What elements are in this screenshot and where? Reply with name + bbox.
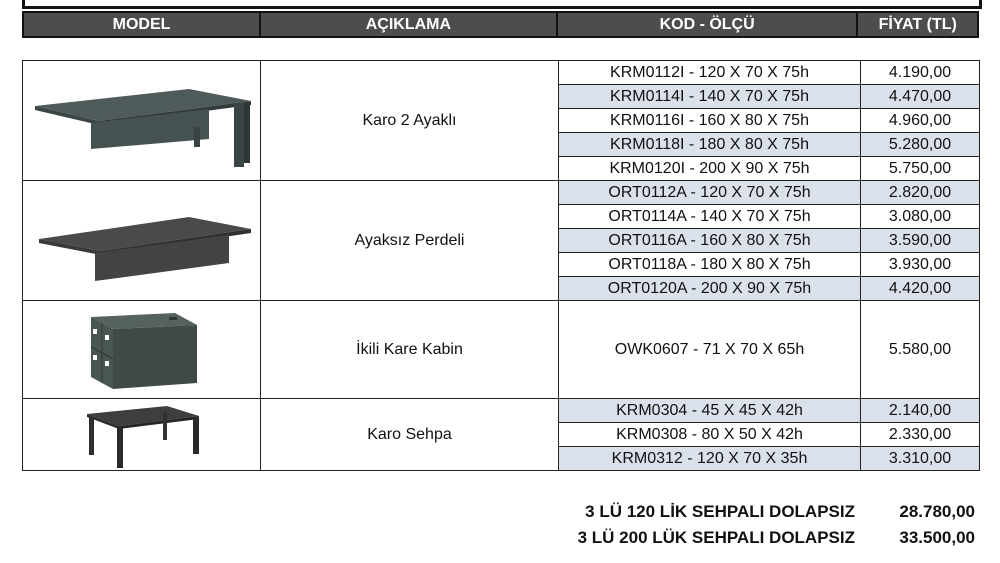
price-cell: 5.280,00 — [861, 133, 980, 157]
cabinet-icon — [29, 303, 255, 397]
price-cell: 4.420,00 — [861, 277, 980, 301]
price-cell: 3.590,00 — [861, 229, 980, 253]
summary-row — [560, 502, 980, 522]
code-cell: KRM0116I - 160 X 80 X 75h — [559, 109, 861, 133]
code-cell: OWK0607 - 71 X 70 X 65h — [559, 301, 861, 399]
price-cell: 5.750,00 — [861, 157, 980, 181]
price-cell: 2.330,00 — [861, 423, 980, 447]
panel-desk-icon — [29, 191, 255, 291]
code-cell: KRM0114I - 140 X 70 X 75h — [559, 85, 861, 109]
model-image-cell — [23, 61, 261, 181]
summary-label: 3 LÜ 200 LÜK SEHPALI DOLAPSIZ — [577, 528, 855, 547]
price-cell: 4.960,00 — [861, 109, 980, 133]
description-cell: Karo Sehpa — [261, 399, 559, 471]
header-aciklama: AÇIKLAMA — [261, 13, 558, 36]
price-cell: 3.930,00 — [861, 253, 980, 277]
header-kod: KOD - ÖLÇÜ — [558, 13, 859, 36]
price-table — [22, 60, 980, 471]
price-cell: 3.080,00 — [861, 205, 980, 229]
top-frame — [22, 0, 982, 9]
code-cell: KRM0112I - 120 X 70 X 75h — [559, 61, 861, 85]
price-cell: 2.820,00 — [861, 181, 980, 205]
table-row — [23, 181, 980, 205]
model-image-cell — [23, 301, 261, 399]
code-cell: KRM0120I - 200 X 90 X 75h — [559, 157, 861, 181]
summary-value: 33.500,00 — [899, 528, 975, 547]
model-image-cell — [23, 399, 261, 471]
price-cell: 2.140,00 — [861, 399, 980, 423]
header-model: MODEL — [24, 13, 261, 36]
price-cell: 4.470,00 — [861, 85, 980, 109]
code-cell: KRM0312 - 120 X 70 X 35h — [559, 447, 861, 471]
description-cell: Ayaksız Perdeli — [261, 181, 559, 301]
code-cell: KRM0308 - 80 X 50 X 42h — [559, 423, 861, 447]
code-cell: ORT0114A - 140 X 70 X 75h — [559, 205, 861, 229]
code-cell: KRM0304 - 45 X 45 X 42h — [559, 399, 861, 423]
code-cell: KRM0118I - 180 X 80 X 75h — [559, 133, 861, 157]
code-cell: ORT0112A - 120 X 70 X 75h — [559, 181, 861, 205]
price-cell: 4.190,00 — [861, 61, 980, 85]
code-cell: ORT0120A - 200 X 90 X 75h — [559, 277, 861, 301]
coffee-table-icon — [29, 400, 255, 470]
summary-value: 28.780,00 — [899, 502, 975, 521]
summary-label: 3 LÜ 120 LİK SEHPALI DOLAPSIZ — [585, 502, 855, 521]
description-cell: Karo 2 Ayaklı — [261, 61, 559, 181]
table-header — [22, 11, 979, 38]
model-image-cell — [23, 181, 261, 301]
desk-with-two-legs-icon — [29, 71, 255, 171]
summary-row — [560, 528, 980, 548]
price-cell: 3.310,00 — [861, 447, 980, 471]
code-cell: ORT0118A - 180 X 80 X 75h — [559, 253, 861, 277]
description-cell: İkili Kare Kabin — [261, 301, 559, 399]
table-row — [23, 399, 980, 423]
table-row — [23, 301, 980, 399]
code-cell: ORT0116A - 160 X 80 X 75h — [559, 229, 861, 253]
table-row — [23, 61, 980, 85]
header-fiyat: FİYAT (TL) — [878, 15, 957, 33]
price-cell: 5.580,00 — [861, 301, 980, 399]
